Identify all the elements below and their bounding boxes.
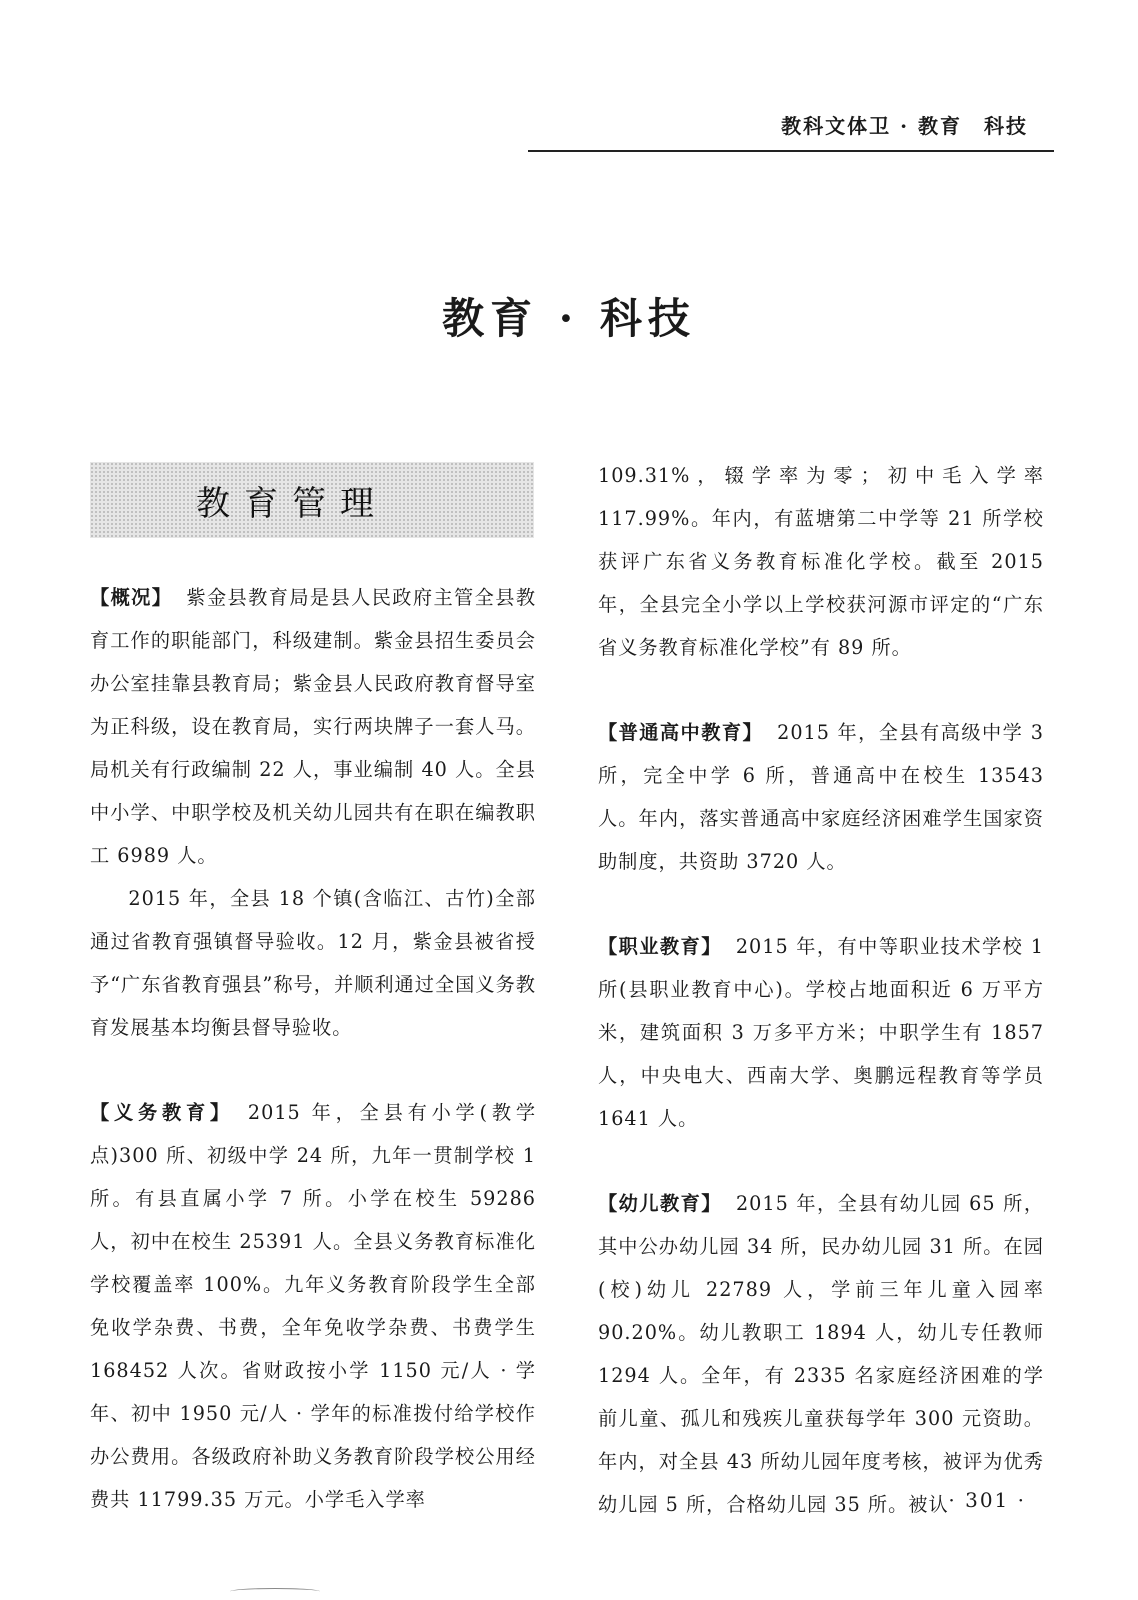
compulsory-continued: 109.31%，辍学率为零；初中毛入学率 117.99%。年内，有蓝塘第二中学等 21 所学校获评广东省义务教育标准化学校。截至 2015 年，全县完全小学以上学校获河源市评定的“广东省义务教育标准化学校”有 89 所。: [598, 464, 1044, 659]
vocational-text: 2015 年，有中等职业技术学校 1 所(县职业教育中心)。学校占地面积近 6 万平方米，建筑面积 3 万多平方米；中职学生有 1857 人，中央电大、西南大学、奥鹏远程教育等学员 1641 人。: [598, 935, 1045, 1130]
overview-paragraph-2: 2015 年，全县 18 个镇(含临江、古竹)全部通过省教育强镇督导验收。12 月，紫金县被省授予“广东省教育强县”称号，并顺利通过全国义务教育发展基本均衡县督导验收。: [90, 887, 536, 1039]
header-rule: [528, 150, 1054, 152]
compulsory-text: 2015 年，全县有小学(教学点)300 所、初级中学 24 所，九年一贯制学校 1 所。有县直属小学 7 所。小学在校生 59286 人，初中在校生 25391 人。全县义务教育标准化学校覆盖率 100%。九年义务教育阶段学生全部免收学杂费、书费，全年免收学杂费、书费学生 168452 人次。省财政按小学 1150 元/人 · 学年、初中 1950 元/人 · 学年的标准拨付给学校作办公费用。各级政府补助义务教育阶段学校公用经费共 11799.35 万元。小学毛入学率: [90, 1101, 537, 1511]
highschool-heading: 【普通高中教育】: [598, 721, 764, 744]
preschool-paragraph: [598, 1182, 1044, 1526]
left-column: [90, 576, 536, 1521]
highschool-paragraph: [598, 711, 1044, 883]
section-banner: [90, 462, 534, 538]
right-column: [598, 454, 1044, 1526]
compulsory-heading: 【义务教育】: [90, 1101, 234, 1124]
section-title: 教育管理: [196, 483, 388, 524]
compulsory-paragraph: [90, 1091, 536, 1521]
chapter-title: 教育 · 科技: [442, 294, 696, 343]
running-header: 教科文体卫 · 教育 科技: [781, 114, 1028, 138]
preschool-text: 2015 年，全县有幼儿园 65 所，其中公办幼儿园 34 所，民办幼儿园 31 所。在园(校)幼儿 22789 人，学前三年儿童入园率 90.20%。幼儿教职工 1894 人，幼儿专任教师 1294 人。全年，有 2335 名家庭经济困难的学前儿童、孤儿和残疾儿童获每学年 300 元资助。年内，对全县 43 所幼儿园年度考核，被评为优秀幼儿园 5 所，合格幼儿园 35 所。被认: [598, 1192, 1045, 1516]
scan-mark: [230, 1588, 320, 1595]
overview-paragraph: [90, 576, 536, 877]
overview-heading: 【概况】: [90, 586, 173, 609]
preschool-heading: 【幼儿教育】: [598, 1192, 722, 1215]
overview-text: 紫金县教育局是县人民政府主管全县教育工作的职能部门，科级建制。紫金县招生委员会办公室挂靠县教育局；紫金县人民政府教育督导室为正科级，设在教育局，实行两块牌子一套人马。局机关有行政编制 22 人，事业编制 40 人。全县中小学、中职学校及机关幼儿园共有在职在编教职工 6989 人。: [90, 586, 537, 867]
highschool-text: 2015 年，全县有高级中学 3 所，完全中学 6 所，普通高中在校生 13543 人。年内，落实普通高中家庭经济困难学生国家资助制度，共资助 3720 人。: [598, 721, 1044, 873]
vocational-heading: 【职业教育】: [598, 935, 722, 958]
page-number: · 301 ·: [948, 1488, 1026, 1512]
vocational-paragraph: [598, 925, 1044, 1140]
